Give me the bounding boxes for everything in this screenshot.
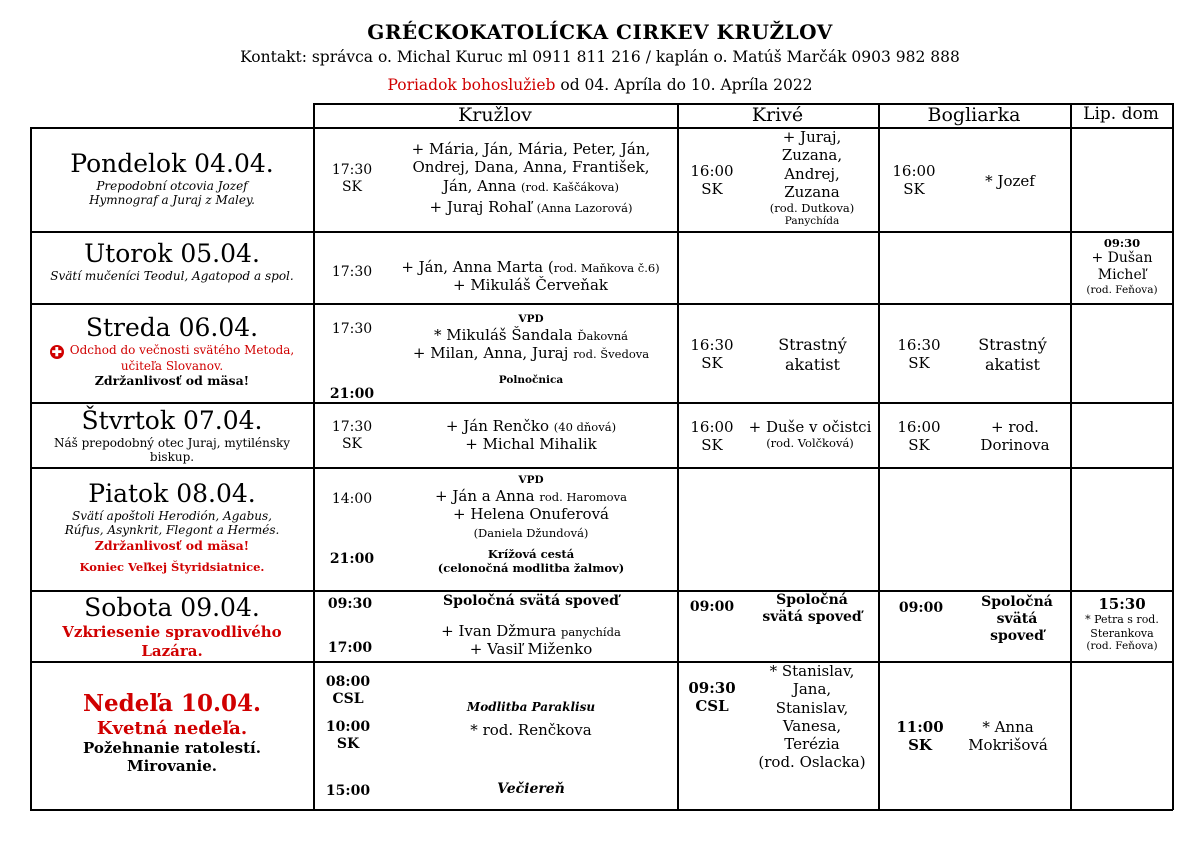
grid-line <box>30 467 1173 469</box>
intention: + Milan, Anna, Juraj <box>412 344 569 363</box>
intention-note: (Anna Lazorová) <box>536 200 633 215</box>
intention-text <box>435 487 627 505</box>
intention-text <box>400 140 662 195</box>
page-title: GRÉCKOKATOLÍCKA CIRKEV KRUŽLOV <box>367 20 833 44</box>
time: 17:00 <box>327 640 373 656</box>
time-cell <box>322 491 382 508</box>
intention-note: (rod. Feňova) <box>1086 283 1158 296</box>
intention-cell <box>958 718 1058 755</box>
intention-cell <box>742 418 878 450</box>
time: 16:00 <box>892 162 936 180</box>
intention: + Helena Onuferová <box>452 505 609 524</box>
day-name: Utorok 05.04. <box>84 239 260 268</box>
intention: + Juraj Rohaľ <box>429 197 532 216</box>
intention-note: (40 dňová) <box>553 420 617 434</box>
intention: + Ivan Džmura <box>441 621 557 640</box>
intention: + Michal Mihalik <box>465 435 597 454</box>
grid-line <box>1172 103 1174 810</box>
grid-line <box>677 103 679 810</box>
time-cell <box>322 162 382 196</box>
language: SK <box>701 436 723 455</box>
intention-note: rod. Švedova <box>573 347 650 362</box>
cross-icon: ✚ <box>51 344 62 359</box>
time-cell <box>686 162 738 199</box>
intention-cell <box>400 700 662 739</box>
day-note-text: Odchod do večnosti svätého Metoda, učiteľa Slovanov. <box>69 342 295 373</box>
intention: + Ján, Anna Marta ( <box>401 258 554 276</box>
intention: * Anna Mokrišová <box>968 718 1048 755</box>
grid-line <box>30 661 1173 663</box>
service-label: Spoločná svätá spoveď <box>443 593 619 609</box>
time-cell <box>322 264 382 281</box>
intention-note: Panychída <box>784 215 840 228</box>
time: 16:00 <box>897 418 941 436</box>
time: 15:30 <box>1098 595 1146 613</box>
day-label-sun <box>40 690 304 776</box>
intention-cell <box>400 474 662 575</box>
column-header-bogliarka: Bogliarka <box>927 104 1021 126</box>
intention-cell <box>960 172 1060 190</box>
intention-text <box>401 258 659 276</box>
time: 10:00 <box>325 719 371 735</box>
intention: + Mikuláš Červeňak <box>452 276 609 295</box>
time-cell <box>893 600 949 617</box>
time: 16:00 <box>690 418 734 436</box>
fast-note: Zdržanlivosť od mäsa! <box>94 538 250 553</box>
intention-cell <box>970 418 1060 455</box>
time: 08:00 <box>325 674 371 690</box>
intention: + Ján a Anna <box>435 486 535 505</box>
intention: Spoločná svätá spoveď <box>981 594 1053 644</box>
intention-cell <box>400 140 662 216</box>
intention-text <box>446 417 616 435</box>
intention-note: (rod. Kaščákova) <box>521 179 619 194</box>
intention: * rod. Renčkova <box>470 720 592 739</box>
grid-line <box>1070 103 1072 810</box>
day-label-sat <box>40 594 304 660</box>
intention-cell <box>392 593 670 658</box>
day-note: Svätí apoštoli Herodión, Agabus, Rúfus, Asynkrit, Flegont a Hermés. <box>64 508 280 538</box>
intention: * Stanislav, Jana, Stanislav, Vanesa, Terézia <box>769 662 855 754</box>
lip-cell <box>1072 595 1172 653</box>
language: CSL <box>695 697 729 716</box>
intention-note: panychída <box>560 624 621 639</box>
time-cell <box>320 640 380 657</box>
intention: + Duše v očistci <box>748 418 872 436</box>
time: 09:30 <box>1103 236 1141 250</box>
language: SK <box>701 354 723 373</box>
service-label: Modlitba Paraklisu <box>466 700 596 714</box>
time-cell <box>686 336 738 373</box>
day-label-wed <box>40 314 304 389</box>
time: 09:30 <box>327 596 373 612</box>
period-line <box>0 76 1200 94</box>
language: SK <box>908 354 930 373</box>
time-cell <box>322 419 382 453</box>
grid-line <box>30 402 1173 404</box>
time-cell <box>893 418 945 455</box>
intention-note: (rod. Dutkova) <box>769 201 855 216</box>
grid-line <box>30 303 1173 305</box>
time-cell <box>318 674 378 708</box>
contact-line: Kontakt: správca o. Michal Kuruc ml 0911 811 216 / kaplán o. Matúš Marčák 0903 982 888 <box>240 48 960 66</box>
service-label: (celonočná modlitba žalmov) <box>437 560 625 575</box>
intention-cell <box>972 594 1062 644</box>
time-cell <box>322 321 382 338</box>
intention: + Mária, Ján, Mária, Peter, Ján, Ondrej, Dana, Anna, František, Ján, Anna <box>411 140 651 195</box>
period-dates: od 04. Apríla do 10. Apríla 2022 <box>555 76 813 94</box>
sunday-note: Mirovanie. <box>126 757 217 776</box>
day-note: Prepodobní otcovia Jozef Hymnograf a Juraj z Maley. <box>89 178 255 208</box>
service-label: VPD <box>518 474 544 486</box>
intention-note: rod. Maňkova č.6) <box>553 261 660 275</box>
time: 17:30 <box>331 321 373 337</box>
language: SK <box>908 736 932 755</box>
time-cell <box>890 718 950 755</box>
service-label: VPD <box>518 313 544 325</box>
day-note: Svätí mučeníci Teodul, Agatopod a spol. <box>50 268 294 283</box>
period-label: Poriadok bohoslužieb <box>387 76 556 94</box>
day-name: Sobota 09.04. <box>84 593 260 622</box>
service-label: Večiereň <box>497 781 565 797</box>
time-cell <box>684 599 740 616</box>
intention-text <box>434 326 628 344</box>
day-label-thu <box>40 407 304 465</box>
feast-note: Vzkriesenie spravodlivého Lazára. <box>62 622 282 660</box>
service-label: Krížová cestá <box>487 546 575 561</box>
time: 17:30 <box>331 162 373 178</box>
language: SK <box>903 180 925 199</box>
intention-note: (rod. Feňova) <box>1086 640 1158 653</box>
grid-line <box>878 103 880 810</box>
grid-line <box>30 231 1173 233</box>
language: SK <box>336 735 360 752</box>
time: 09:30 <box>688 679 736 697</box>
time-cell <box>322 386 382 403</box>
intention-cell <box>752 128 872 228</box>
intention: + Vasiľ Miženko <box>469 640 593 659</box>
intention-note: rod. Haromova <box>539 489 627 504</box>
day-name: Štvrtok 07.04. <box>81 406 263 435</box>
intention-text <box>430 198 633 216</box>
language: SK <box>701 180 723 199</box>
day-note: Náš prepodobný otec Juraj, mytilénsky biskup. <box>53 435 291 465</box>
intention: + rod. Dorinova <box>980 418 1050 455</box>
intention: Strastný akatist <box>778 335 847 374</box>
intention-cell <box>388 258 673 295</box>
time: 09:00 <box>689 599 735 615</box>
grid-line <box>30 127 32 810</box>
day-name: Piatok 08.04. <box>88 479 256 508</box>
time: 15:00 <box>325 783 371 799</box>
time-cell <box>686 418 738 455</box>
time: 16:30 <box>897 336 941 354</box>
time: 21:00 <box>329 386 375 402</box>
intention-note: (rod. Oslacka) <box>758 753 866 772</box>
time: 16:30 <box>690 336 734 354</box>
grid-line <box>30 590 1173 592</box>
column-header-krive: Krivé <box>751 104 804 126</box>
day-label-mon <box>40 150 304 208</box>
day-label-fri <box>40 480 304 574</box>
day-name: Streda 06.04. <box>85 313 259 342</box>
intention: Spoločná svätá spoveď <box>762 592 862 625</box>
intention: * Petra s rod. Sterankova <box>1085 613 1159 640</box>
column-header-kruzlov: Kružlov <box>458 104 532 126</box>
intention-cell <box>400 781 662 798</box>
feast-note: Kvetná nedeľa. <box>96 717 248 739</box>
sunday-note: Požehnanie ratolestí. <box>83 739 261 758</box>
time: 17:30 <box>331 264 373 280</box>
time: 11:00 <box>896 718 944 736</box>
intention-cell <box>752 592 872 626</box>
intention: * Mikuláš Šandala <box>433 325 573 344</box>
intention: + Juraj, Zuzana, Andrej, Zuzana <box>781 128 843 201</box>
end-note: Koniec Veľkej Štyridsiatnice. <box>79 560 265 575</box>
intention: * Jozef <box>985 172 1035 190</box>
time: 21:00 <box>329 551 375 567</box>
day-name: Pondelok 04.04. <box>70 149 274 178</box>
language: SK <box>341 178 363 195</box>
intention-note: (rod. Volčková) <box>766 436 854 451</box>
intention-cell <box>760 335 865 375</box>
intention-note: (Daniela Džundová) <box>473 526 589 541</box>
intention-text <box>413 344 649 362</box>
language: SK <box>908 436 930 455</box>
time-cell <box>320 596 380 613</box>
intention-cell <box>390 313 672 387</box>
day-name: Nedeľa 10.04. <box>82 690 262 717</box>
time: 17:30 <box>331 419 373 435</box>
time-cell <box>684 679 740 716</box>
time-cell <box>318 719 378 753</box>
grid-line <box>313 103 315 810</box>
fast-note: Zdržanlivosť od mäsa! <box>94 373 250 389</box>
intention-cell <box>392 417 670 454</box>
lip-cell <box>1072 236 1172 296</box>
intention: + Dušan Micheľ <box>1091 250 1153 283</box>
intention: + Ján Renčko <box>445 417 549 435</box>
time-cell <box>893 336 945 373</box>
time-cell <box>318 783 378 800</box>
time-cell <box>888 162 940 199</box>
language: SK <box>341 435 363 452</box>
intention: Strastný akatist <box>978 335 1047 374</box>
time: 16:00 <box>690 162 734 180</box>
time: 14:00 <box>331 491 373 507</box>
service-label: Polnočnica <box>498 374 564 387</box>
day-label-tue <box>40 240 304 283</box>
intention-cell <box>752 662 872 772</box>
intention-text <box>431 505 631 542</box>
intention-cell <box>960 335 1065 375</box>
column-header-lip-dom: Lip. dom <box>1083 104 1159 124</box>
intention-note: Ďakovná <box>577 328 629 343</box>
time-cell <box>322 551 382 568</box>
grid-line <box>30 809 1173 811</box>
intention-text <box>441 622 621 640</box>
language: CSL <box>332 690 364 707</box>
day-note <box>47 343 297 374</box>
time: 09:00 <box>898 600 944 616</box>
